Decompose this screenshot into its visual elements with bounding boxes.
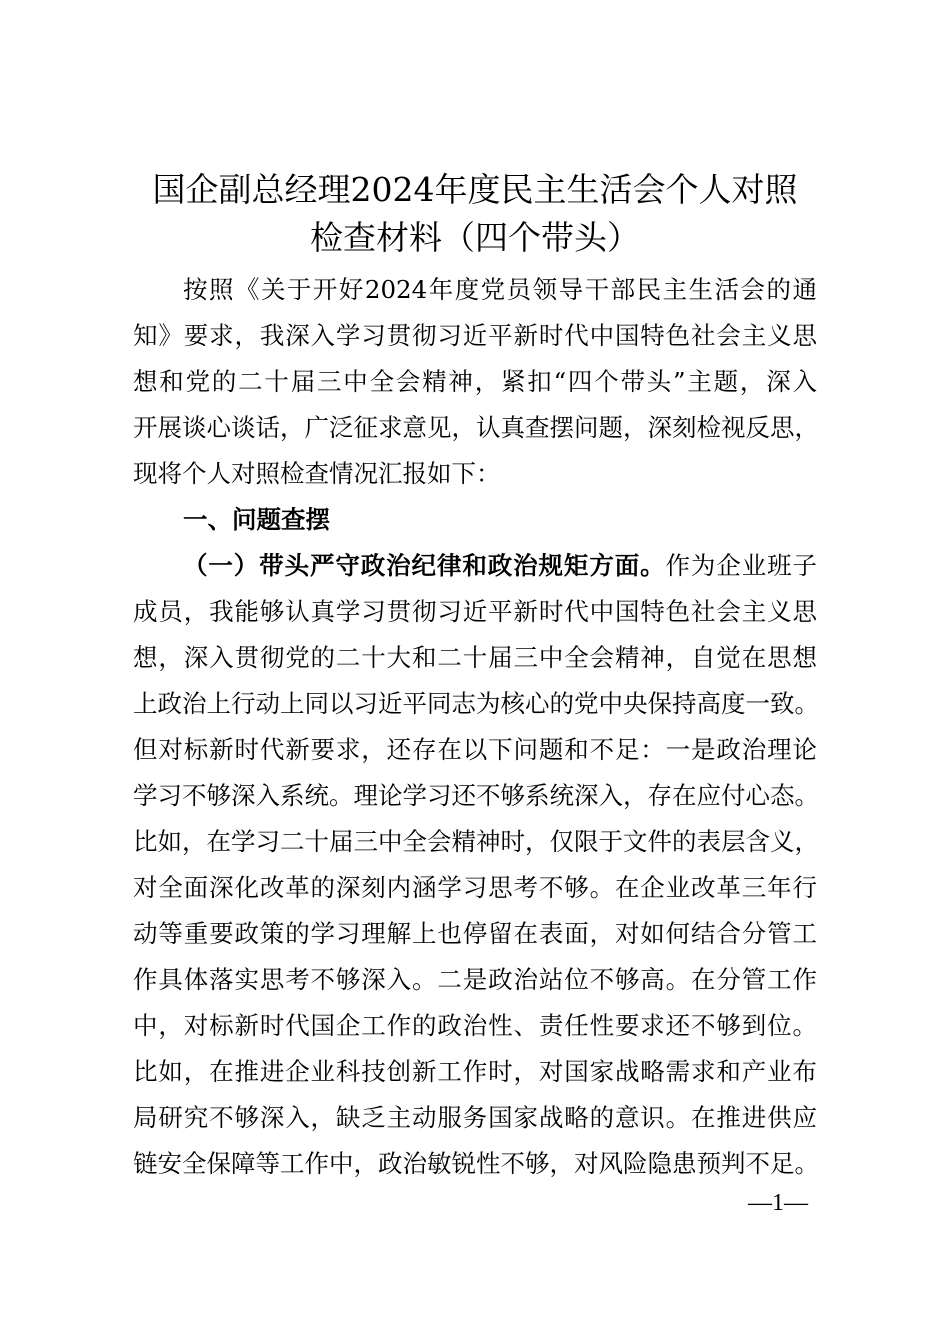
text-line: 学习不够深入系统。理论学习还不够系统深入，存在应付心态。 (133, 781, 819, 810)
document-body (133, 267, 817, 1187)
text-span: 作为企业班子 (665, 551, 818, 580)
text-line: 作具体落实思考不够深入。二是政治站位不够高。在分管工作 (133, 965, 817, 994)
subsection-heading: （一）带头严守政治纪律和政治规矩方面。 (183, 551, 666, 580)
text-line: 上政治上行动上同以习近平同志为核心的党中央保持高度一致。 (133, 689, 819, 718)
text-line: 动等重要政策的学习理解上也停留在表面，对如何结合分管工 (133, 919, 817, 948)
intro-paragraph (133, 267, 817, 497)
title-line-2: 检查材料（四个带头） (310, 218, 640, 257)
text-line: 现将个人对照检查情况汇报如下： (133, 459, 501, 488)
text-line (133, 543, 817, 589)
text-line: 链安全保障等工作中，政治敏锐性不够，对风险隐患预判不足。 (133, 1149, 819, 1178)
text-line: 想，深入贯彻党的二十大和二十届三中全会精神，自觉在思想 (133, 643, 817, 672)
text-line: 开展谈心谈话，广泛征求意见，认真查摆问题，深刻检视反思， (133, 413, 819, 442)
text-line: 成员，我能够认真学习贯彻习近平新时代中国特色社会主义思 (133, 597, 817, 626)
text-line: 对全面深化改革的深刻内涵学习思考不够。在企业改革三年行 (133, 873, 817, 902)
text-line: 知》要求，我深入学习贯彻习近平新时代中国特色社会主义思 (133, 321, 817, 350)
document-title (100, 166, 850, 262)
text-line: 局研究不够深入，缺乏主动服务国家战略的意识。在推进供应 (133, 1103, 817, 1132)
page-number: —1— (748, 1190, 808, 1216)
text-line: 想和党的二十届三中全会精神，紧扣“四个带头”主题，深入 (133, 367, 817, 396)
title-line-1: 国企副总经理2024年度民主生活会个人对照 (152, 170, 798, 209)
text-line: 按照《关于开好2024年度党员领导干部民主生活会的通 (183, 275, 817, 304)
text-line: 中，对标新时代国企工作的政治性、责任性要求还不够到位。 (133, 1011, 817, 1040)
text-line: 比如，在学习二十届三中全会精神时，仅限于文件的表层含义， (133, 827, 819, 856)
text-line: 但对标新时代新要求，还存在以下问题和不足：一是政治理论 (133, 735, 817, 764)
text-line: 比如，在推进企业科技创新工作时，对国家战略需求和产业布 (133, 1057, 817, 1086)
section-1-paragraph (133, 543, 817, 1187)
section-heading: 一、问题查摆 (183, 505, 330, 534)
